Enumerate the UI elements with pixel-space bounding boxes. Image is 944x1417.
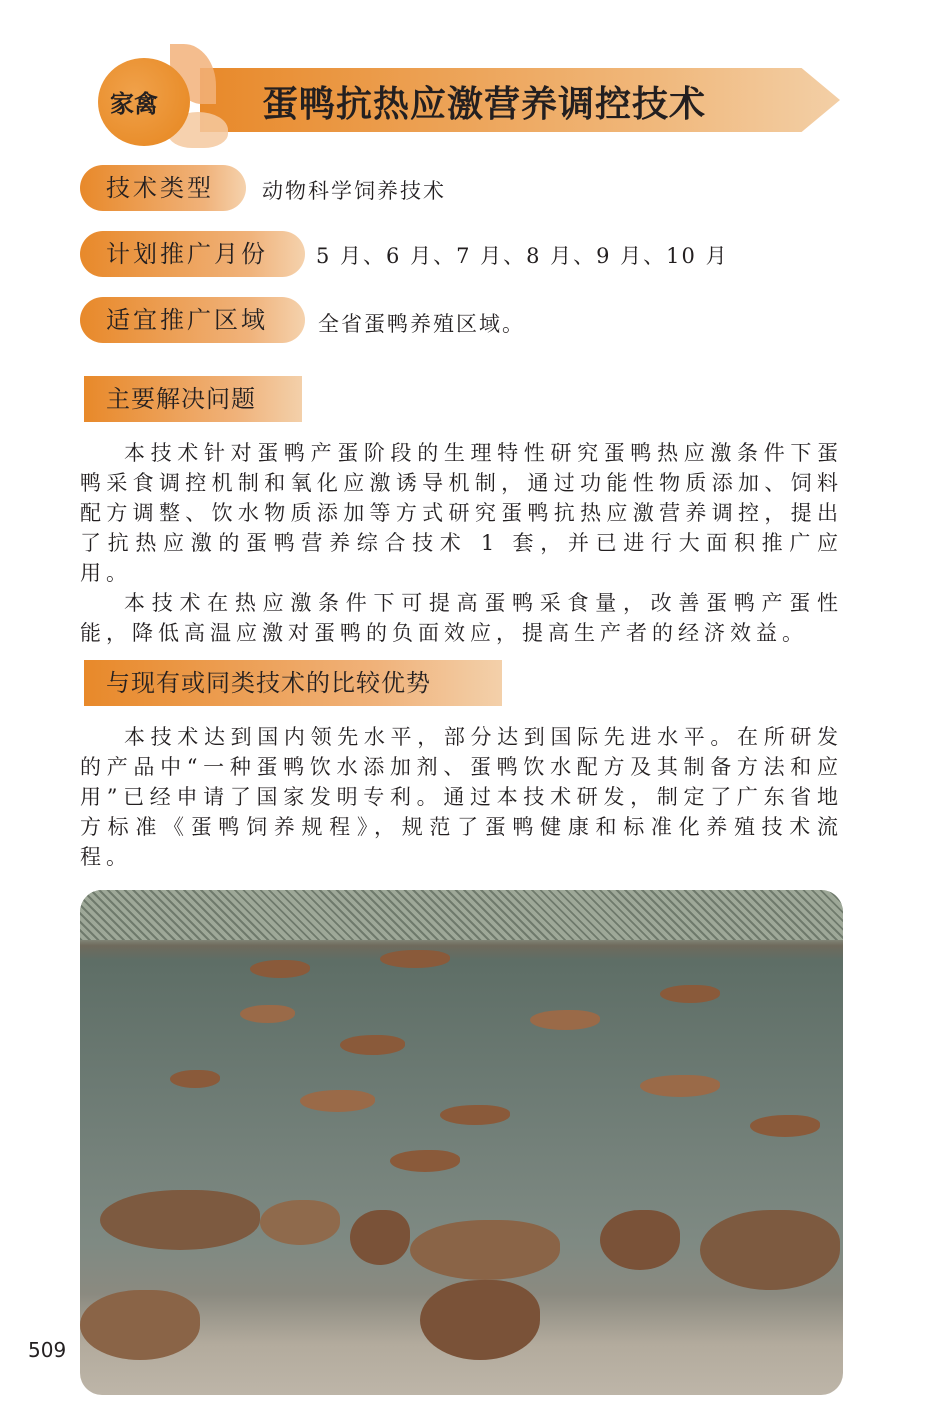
paragraph: 本技术针对蛋鸭产蛋阶段的生理特性研究蛋鸭热应激条件下蛋鸭采食调控机制和氧化应激诱导机制，通过功能性物质添加、饲料配方调整、饮水物质添加等方式研究蛋鸭抗热应激营养调控，提出了抗热应激的蛋鸭营养综合技术 1 套，并已进行大面积推广应用。 bbox=[80, 441, 843, 585]
paragraph: 本技术达到国内领先水平，部分达到国际先进水平。在所研发的产品中“一种蛋鸭饮水添加剂、蛋鸭饮水配方及其制备方法和应用”已经申请了国家发明专利。通过本技术研发，制定了广东省地方标准《蛋鸭饲养规程》，规范了蛋鸭健康和标准化养殖技术流程。 bbox=[80, 725, 843, 869]
section-heading-problems: 主要解决问题 bbox=[84, 376, 302, 422]
info-label-months: 计划推广月份 bbox=[80, 231, 305, 277]
info-label-region: 适宜推广区域 bbox=[80, 297, 305, 343]
page-title: 蛋鸭抗热应激营养调控技术 bbox=[262, 84, 707, 125]
info-label-type: 技术类型 bbox=[80, 165, 246, 211]
fence-net bbox=[80, 890, 843, 940]
section-body-advantages bbox=[80, 722, 843, 872]
duck-pond-photo bbox=[80, 890, 843, 1395]
info-value-months: 5 月、6 月、7 月、8 月、9 月、10 月 bbox=[316, 244, 729, 268]
content-column bbox=[80, 376, 843, 1395]
paragraph: 本技术在热应激条件下可提高蛋鸭采食量，改善蛋鸭产蛋性能，降低高温应激对蛋鸭的负面效应，提高生产者的经济效益。 bbox=[80, 591, 843, 645]
section-heading-advantages: 与现有或同类技术的比较优势 bbox=[84, 660, 502, 706]
category-label: 家禽 bbox=[110, 90, 158, 118]
section-body-problems bbox=[80, 438, 843, 648]
info-value-region: 全省蛋鸭养殖区域。 bbox=[318, 312, 525, 336]
page-number: 509 bbox=[28, 1338, 67, 1362]
info-value-type: 动物科学饲养技术 bbox=[262, 179, 446, 203]
